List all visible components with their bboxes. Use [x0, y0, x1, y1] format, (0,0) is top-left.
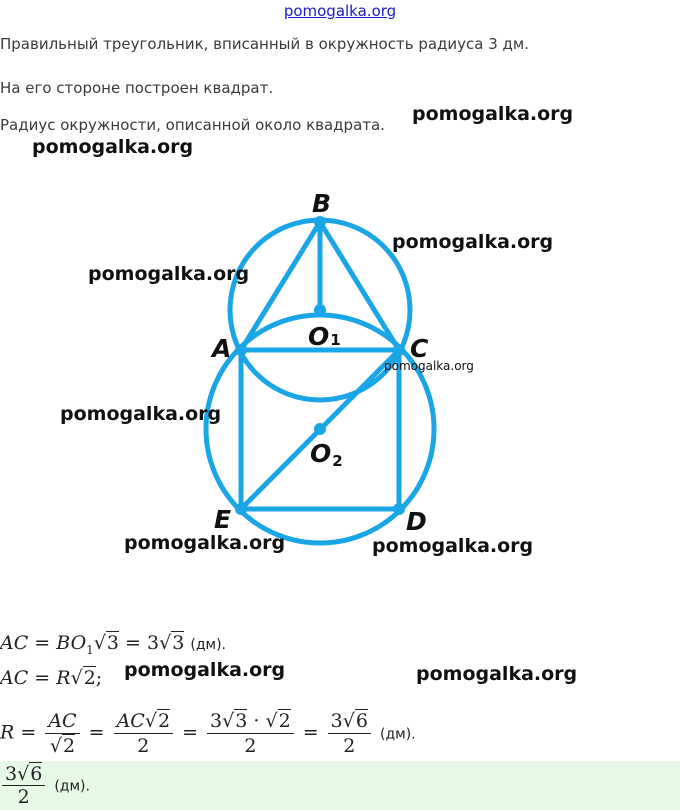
label-o2: O2: [310, 439, 343, 470]
label-a: A: [212, 334, 232, 363]
problem-line-1: Правильный треугольник, вписанный в окружность радиуса 3 дм.: [0, 35, 530, 53]
watermark: pomogalka.org: [372, 535, 534, 557]
watermark: pomogalka.org: [416, 663, 578, 685]
problem-line-3: Радиус окружности, описанной около квадрата.: [0, 116, 385, 134]
label-d: D: [406, 507, 427, 536]
watermark: pomogalka.org: [88, 263, 250, 285]
label-c: C: [410, 334, 429, 363]
watermark: pomogalka.org: [60, 403, 222, 425]
point-c: [393, 344, 405, 356]
solution-line-3: R = $\frac{AC}{√2}$ = $\frac{AC√2}{2}$ = $\frac{3√3 \cdot √2}{2}$ = $\frac{3√6}{2}$ (дм).: [0, 710, 416, 757]
watermark: pomogalka.org: [124, 659, 286, 681]
watermark: pomogalka.org: [32, 136, 194, 158]
point-d: [393, 503, 405, 515]
answer-value: $\frac{3√6}{2}$ (дм).: [0, 763, 90, 808]
problem-line-2: На его стороне построен квадрат.: [0, 79, 274, 97]
watermark: pomogalka.org: [124, 532, 286, 554]
solution-line-1: AC = $BO_1√3 = 3√3$ (дм).: [0, 632, 226, 657]
label-e: E: [214, 505, 232, 534]
solution-line-2: AC = R√2;: [0, 667, 103, 689]
point-o1: [314, 304, 326, 316]
watermark: pomogalka.org: [412, 103, 574, 125]
answer-box: [0, 761, 680, 810]
watermark: pomogalka.org: [384, 359, 474, 373]
watermark: pomogalka.org: [392, 231, 554, 253]
label-b: B: [312, 189, 332, 218]
label-o1: O1: [308, 322, 341, 351]
point-e: [235, 503, 247, 515]
point-a: [235, 344, 247, 356]
site-link[interactable]: pomogalka.org: [283, 2, 397, 20]
point-o2: [314, 423, 326, 435]
